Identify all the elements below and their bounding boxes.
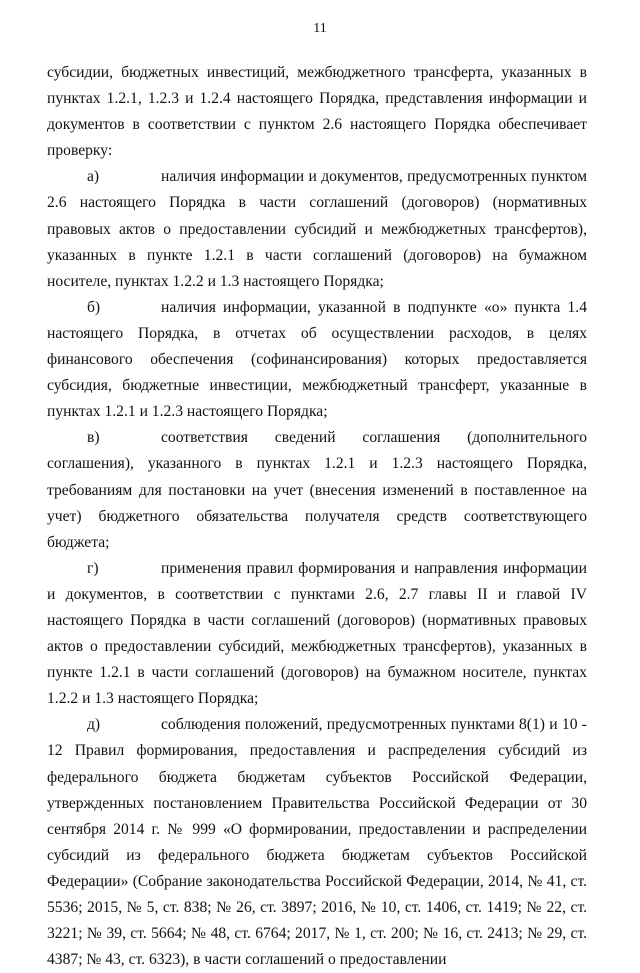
list-item-d [47, 556, 587, 713]
list-marker: д) [87, 716, 101, 734]
list-marker: г) [87, 559, 99, 577]
list-marker: в) [87, 429, 100, 447]
list-item-b [47, 295, 587, 425]
paragraph-text: субсидии, бюджетных инвестиций, межбюджетного трансферта, указанных в пунктах 1.2.1, 1.2.3 и 1.2.4 настоящего Порядка, представления информации и документов в соответствии с пунктом 2.6 настоящего Порядка обеспечивает проверку: [47, 64, 587, 160]
list-item-e [47, 712, 587, 973]
paragraph-text: наличия информации, указанной в подпункте «о» пункта 1.4 настоящего Порядка, в отчетах об осуществлении расходов, в целях финансового обеспечения (софинансирования) которых предоставляется субсидия, бюджетные инвестиции, межбюджетный трансферт, указанные в пунктах 1.2.1 и 1.2.3 настоящего Порядка; [47, 298, 587, 421]
list-item-a [47, 164, 587, 294]
paragraph-text: применения правил формирования и направления информации и документов, в соответствии с пунктами 2.6, 2.7 главы II и главой IV настоящего Порядка в части соглашений (договоров) (нормативных правовых актов о предоставлении субсидий, межбюджетных трансфертов), указанных в пункте 1.2.1 в части соглашений (договоров) на бумажном носителе, пунктах 1.2.2 и 1.3 настоящего Порядка; [47, 559, 587, 708]
document-body [47, 60, 587, 973]
paragraph-text: соблюдения положений, предусмотренных пунктами 8(1) и 10 - 12 Правил формирования, предоставления и распределения субсидий из федерального бюджета бюджетам субъектов Российской Федерации, утвержденных постановлением Правительства Российской Федерации от 30 сентября 2014 г. № 999 «О формировании, предоставлении и распределении субсидий из федерального бюджета бюджетам субъектов Российской Федерации» (Собрание законодательства Российской Федерации, 2014, № 41, ст. 5536; 2015, № 5, ст. 838; № 26, ст. 3897; 2016, № 10, ст. 1406, ст. 1419; № 22, ст. 3221; № 39, ст. 5664; № 48, ст. 6764; 2017, № 1, ст. 200; № 16, ст. 2413; № 29, ст. 4387; № 43, ст. 6323), в части соглашений о предоставлении [47, 716, 587, 969]
list-item-c [47, 425, 587, 555]
intro-paragraph [47, 60, 587, 164]
list-marker: б) [87, 298, 101, 316]
paragraph-text: наличия информации и документов, предусмотренных пунктом 2.6 настоящего Порядка в части соглашений (договоров) (нормативных правовых актов о предоставлении субсидий и межбюджетных трансфертов), указанных в пункте 1.2.1 в части соглашений (договоров) на бумажном носителе, пунктах 1.2.2 и 1.3 настоящего Порядка; [47, 168, 587, 290]
page-number: 11 [313, 21, 327, 36]
list-marker: а) [87, 168, 100, 186]
paragraph-text: соответствия сведений соглашения (дополнительного соглашения), указанного в пунктах 1.2.1 и 1.2.3 настоящего Порядка, требованиям для постановки на учет (внесения изменений в поставленное на учет) бюджетного обязательства получателя средств соответствующего бюджета; [47, 429, 587, 551]
